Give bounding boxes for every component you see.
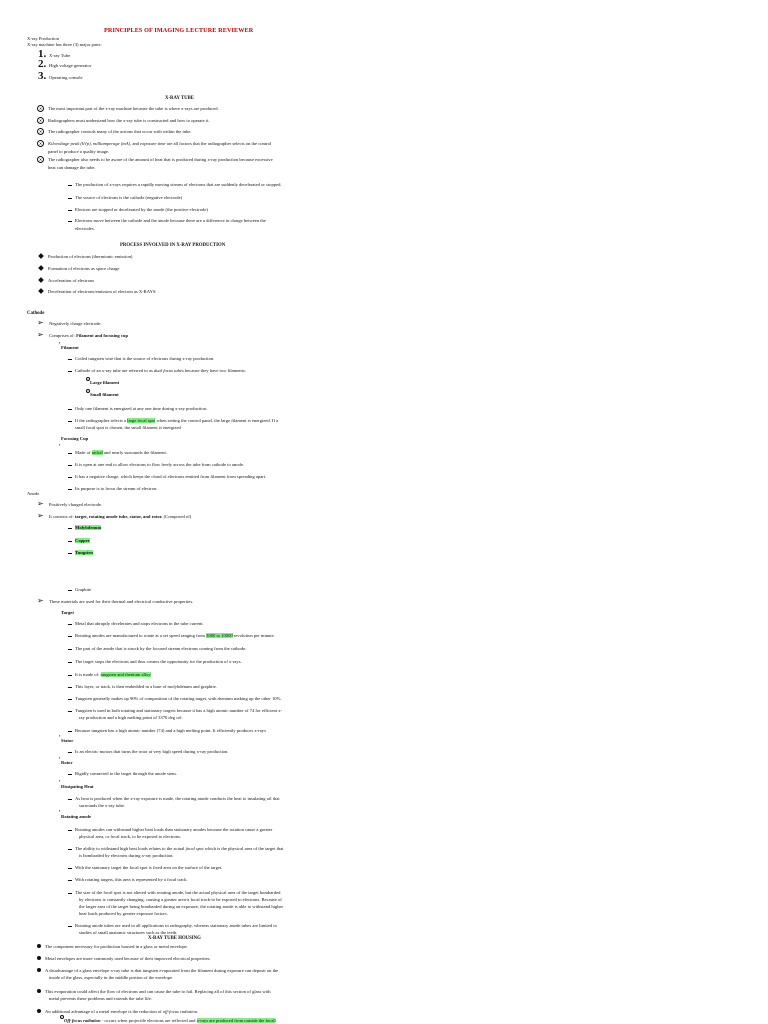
rotating-anode-point-cont: by electrons is constantly changing, causing a greater area-a focal track-to be exposed to electrons. Because of: [79, 897, 282, 902]
dash-bullet: [68, 849, 72, 850]
dash-bullet: [68, 774, 72, 775]
focal-spot-point: If the radiographer selects a large focal spot when setting the control panel, the large filament is energized. If a: [75, 418, 279, 423]
dash-bullet: [68, 868, 72, 869]
material-item: Graphite: [75, 587, 92, 592]
list-number: 1.: [38, 48, 47, 60]
x-circle-icon: ✕: [38, 157, 43, 162]
xray-tube-point-heat: The radiographer also needs to be aware of the amount of heat that is produced during x-ray production because excessive: [48, 157, 273, 162]
housing-item: An additional advantage of a metal envelope is the reduction of off-focus radiation.: [45, 1009, 199, 1014]
dash-bullet: [68, 731, 72, 732]
dash-bullet: [68, 624, 72, 625]
x-circle-icon: ✕: [38, 129, 43, 134]
diamond-icon: [38, 265, 44, 271]
target-point: The target stops the electrons and thus creates the opportunity for the production of x-rays.: [75, 659, 242, 664]
xray-sub-point: The production of x-rays requires a rapidly moving stream of electrons that are suddenly decelerated or stopped.: [75, 182, 282, 187]
xray-sub-point: The source of electrons is the cathode (negative electrode): [75, 195, 183, 200]
housing-item: The component necessary for production housed in a glass or metal envelope.: [45, 944, 188, 949]
focusing-cup-heading: Focusing Cup: [61, 436, 89, 441]
housing-item: Metal envelopes are more commonly used because of their improved electrical properties.: [45, 956, 211, 961]
dash-bullet: [68, 185, 72, 186]
intro-line-2: X-ray machine has three (3) major parts:: [27, 42, 102, 47]
square-bullet-icon: ▪: [59, 733, 61, 738]
dash-bullet: [68, 893, 72, 894]
rotating-anode-point: With rotating targets, this area is represented by a focal track.: [75, 877, 188, 882]
xray-tube-point: The radiographer controls many of the actions that occur with within the tube.: [48, 129, 192, 134]
list-number: 2.: [38, 58, 47, 70]
rotating-anode-point: With the stationary target the focal spot is fixed area on the surface of the target.: [75, 865, 223, 870]
cup-point: It has a negative charge, which keeps the cloud of electrons emitted from filament from spreading apart.: [75, 474, 267, 479]
dash-bullet: [68, 699, 72, 700]
dash-bullet: [68, 662, 72, 663]
xray-tube-point-cont: heat can damage the tube.: [48, 165, 96, 170]
stator-point: Is an electric motors that turns the rotor at very high speed during x-ray production.: [75, 749, 229, 754]
cathode-item: Negatively charge electrode.: [49, 321, 102, 326]
xray-sub-point: electrodes.: [75, 226, 95, 231]
cup-point: Its purpose is to focus the stream of electron.: [75, 486, 158, 491]
intro-line-1: X-ray Production: [27, 36, 60, 41]
process-item: Production of electrons (thermionic emission): [48, 254, 133, 259]
dash-bullet: [68, 371, 72, 372]
target-point: Tungsten generally makes up 90% of composition of the rotating target, with rhenium making up the other 10%.: [75, 696, 282, 701]
process-item: Acceleration of electrons: [48, 278, 95, 283]
dash-bullet: [68, 649, 72, 650]
stator-heading: Stator: [61, 738, 74, 743]
bullet-dot-icon: [37, 1009, 41, 1013]
material-item: Molybdenum: [75, 525, 102, 530]
dash-bullet: [68, 421, 72, 422]
focal-spot-point-cont: small focal spot is chosen, the small filament is energized: [75, 425, 181, 430]
off-focus-item: Off-focus radiation - occurs when projectile electrons are reflected and x-rays are produced from outside the focall: [64, 1018, 276, 1023]
target-point-cont: ray production and a high melting point of 3370 deg cel.: [79, 715, 183, 720]
heat-heading: Dissipating Heat: [61, 784, 94, 789]
dash-bullet: [68, 590, 72, 591]
page-title: PRINCIPLES OF IMAGING LECTURE REVIEWER: [104, 27, 254, 34]
dash-bullet: [68, 799, 72, 800]
square-bullet-icon: ▪: [59, 442, 61, 447]
housing-item: A disadvantage of a glass envelope x-ray tube is that tungsten evaporated from the filament during exposure can deposit on the: [45, 968, 279, 973]
target-heading: Target: [61, 610, 74, 615]
x-circle-icon: ✕: [38, 141, 43, 146]
heat-point-cont: surrounds the x-ray tube.: [79, 803, 125, 808]
dash-bullet: [68, 198, 72, 199]
square-bullet-icon: ▪: [59, 808, 61, 813]
target-point: The part of the anode that is struck by the focused stream electrons coming from the cathode.: [75, 646, 247, 651]
bullet-dot-icon: [37, 989, 41, 993]
xray-sub-point: Electron are stopped or decelerated by the anode (the positive electrode): [75, 207, 208, 212]
xray-tube-point-kvp: Kilovoltage peak (kVp), milliamperage (mA), and exposure time are all factors that the radiographer selects on the control: [48, 141, 272, 146]
dash-bullet: [68, 752, 72, 753]
diamond-icon: [38, 288, 44, 294]
dash-bullet: [68, 453, 72, 454]
rotating-anode-point-cont: the larger area of the target being bombarded during an exposure, the rotating anode is able to withstand higher: [79, 904, 284, 909]
dash-bullet: [68, 221, 72, 222]
list-item: Operating console: [49, 75, 83, 80]
dash-bullet: [68, 675, 72, 676]
bullet-dot-icon: [37, 968, 41, 972]
dash-bullet: [68, 489, 72, 490]
arrow-icon: ➢: [37, 511, 44, 520]
arrow-icon: ➢: [37, 318, 44, 327]
process-item: Formation of electrons as space charge: [48, 266, 120, 271]
dash-bullet: [68, 541, 72, 542]
square-bullet-icon: ▪: [59, 340, 61, 345]
material-item: Copper: [75, 538, 90, 543]
anode-heading: Anode: [27, 491, 40, 496]
dash-bullet: [68, 465, 72, 466]
small-filament-label: Small filament: [90, 392, 119, 397]
target-point: It is made of: tungsten and rhenium alloy: [75, 672, 151, 677]
rotating-anode-point-cont: studies of small anatomic structures such as the teeth.: [79, 930, 178, 935]
dash-bullet: [68, 926, 72, 927]
dash-bullet: [68, 477, 72, 478]
housing-item: This evaporation could affect the flow of electrons and can cause the tube to fail. Replacing all of this section of glass with: [45, 989, 271, 994]
dash-bullet: [68, 409, 72, 410]
rotating-anode-point: The ability to withstand high heat loads relates to the actual focal spot which is the physical area of the target that: [75, 846, 284, 851]
filament-point: Only one filament is energized at any one time during x-ray production.: [75, 406, 208, 411]
rotating-anode-point: Rotating anodes can withstand higher heat loads than stationary anodes because the rotation cause a greater: [75, 827, 273, 832]
housing-item-cont: inside of the glass, especially in the middle portion of the envelope.: [49, 975, 174, 980]
cathode-item: Comprises of: Filament and focusing cup: [49, 333, 129, 338]
large-filament-label: Large filament: [90, 380, 120, 385]
square-bullet-icon: ▪: [59, 755, 61, 760]
x-circle-icon: ✕: [38, 106, 43, 111]
cup-point: It is open at one end to allow electrons to flow freely across the tube from cathode to anode.: [75, 462, 245, 467]
dash-bullet: [68, 687, 72, 688]
material-item: Tungsten: [75, 550, 93, 555]
dash-bullet: [68, 711, 72, 712]
rotating-anode-point: The size of the focal spot is not altered with rotating anode, but the actual physical area of the target bombarded: [75, 890, 281, 895]
xray-sub-point: Electrons move between the cathode and the anode because there are a difference in charge between the: [75, 218, 266, 223]
rotating-anode-point-cont: is bombarded by electrons during x-ray production.: [79, 853, 174, 858]
target-point: Metal that abruptly decelerates and stops electrons in the tube current.: [75, 621, 204, 626]
anode-item: Positively charged electrode.: [49, 502, 103, 507]
list-item: High voltage generator: [49, 63, 92, 68]
bullet-dot-icon: [37, 956, 41, 960]
filament-point: Coiled tungsten wire that is the source of electrons during x-ray production.: [75, 356, 215, 361]
bullet-dot-icon: [37, 944, 41, 948]
cathode-heading: Cathode: [27, 311, 45, 316]
arrow-icon: ➢: [37, 499, 44, 508]
square-bullet-icon: ▪: [59, 778, 61, 783]
x-circle-icon: ✕: [38, 118, 43, 123]
xray-tube-point: Radiographers must understand how the x-ray tube is constructed and how to operate it.: [48, 118, 210, 123]
housing-item-cont: metal prevents these problems and extends the tube life.: [49, 996, 152, 1001]
diamond-icon: [38, 253, 44, 259]
target-point: Tungsten is used in both rotating and stationary targets because it has a high atomic number of 74 for efficient x-: [75, 708, 283, 713]
rotor-point: Rigidly connected to the target through the anode stem.: [75, 771, 177, 776]
dash-bullet: [68, 359, 72, 360]
dash-bullet: [68, 880, 72, 881]
section-heading-housing: X-RAY TUBE HOUSING: [148, 936, 201, 941]
rotating-anode-point-cont: heat loads produced by greater exposure factors.: [79, 911, 168, 916]
list-number: 3.: [38, 70, 47, 82]
list-item: X-ray Tube: [49, 53, 71, 58]
dash-bullet: [68, 636, 72, 637]
target-point: This layer, or track, is then embedded in a base of molybdenum and graphite.: [75, 684, 217, 689]
rotating-anode-heading: Rotating anode: [61, 814, 91, 819]
filament-heading: Filament: [61, 345, 79, 350]
section-heading-xray-tube: X-RAY TUBE: [165, 96, 195, 101]
dash-bullet: [68, 210, 72, 211]
xray-tube-point: The most important part of the x-ray machine because the tube is where x-rays are produced.: [48, 106, 219, 111]
target-point: Rotating anodes are manufactured to rotate at a set speed ranging from 3000 to 10000 revolution per minute.: [75, 633, 275, 638]
rotor-heading: Rotor: [61, 760, 73, 765]
heat-point: As heat is produced when the x-ray exposure is made, the rotating anode conducts the heat to insulating oil that: [75, 796, 280, 801]
target-point: Because tungsten has a high atomic number (74) and a high melting point. It efficiently produces x-rays: [75, 728, 266, 733]
arrow-icon: ➢: [37, 330, 44, 339]
filament-point: Cathode of an x-ray tube are referred to as dual focus tubes because they have two filaments:: [75, 368, 246, 373]
diamond-icon: [38, 277, 44, 283]
anode-item: It consists of: target, rotating anode tube, stator, and rotor. (Composed of): [49, 514, 192, 519]
arrow-icon: ➢: [37, 596, 44, 605]
cup-point: Made of nickel and nearly surrounds the filament.: [75, 450, 167, 455]
process-item: Deceleration of electrons/emission of electron as X-RAYS: [48, 289, 156, 294]
dash-bullet: [68, 830, 72, 831]
dash-bullet: [68, 553, 72, 554]
dash-bullet: [68, 528, 72, 529]
rotating-anode-point-cont: physical area, or focal track, to be exposed to electrons.: [79, 834, 182, 839]
anode-item: These materials are used for their thermal and electrical conductive properties.: [49, 599, 194, 604]
rotating-anode-point: Rotating anode tubes are used in all applications in radiography, whereas stationary anode tubes are limited to: [75, 923, 277, 928]
section-heading-process: PROCESS INVOLVED IN X-RAY PRODUCTION: [120, 243, 226, 248]
xray-tube-point-cont: panel to produce a quality image.: [48, 149, 110, 154]
